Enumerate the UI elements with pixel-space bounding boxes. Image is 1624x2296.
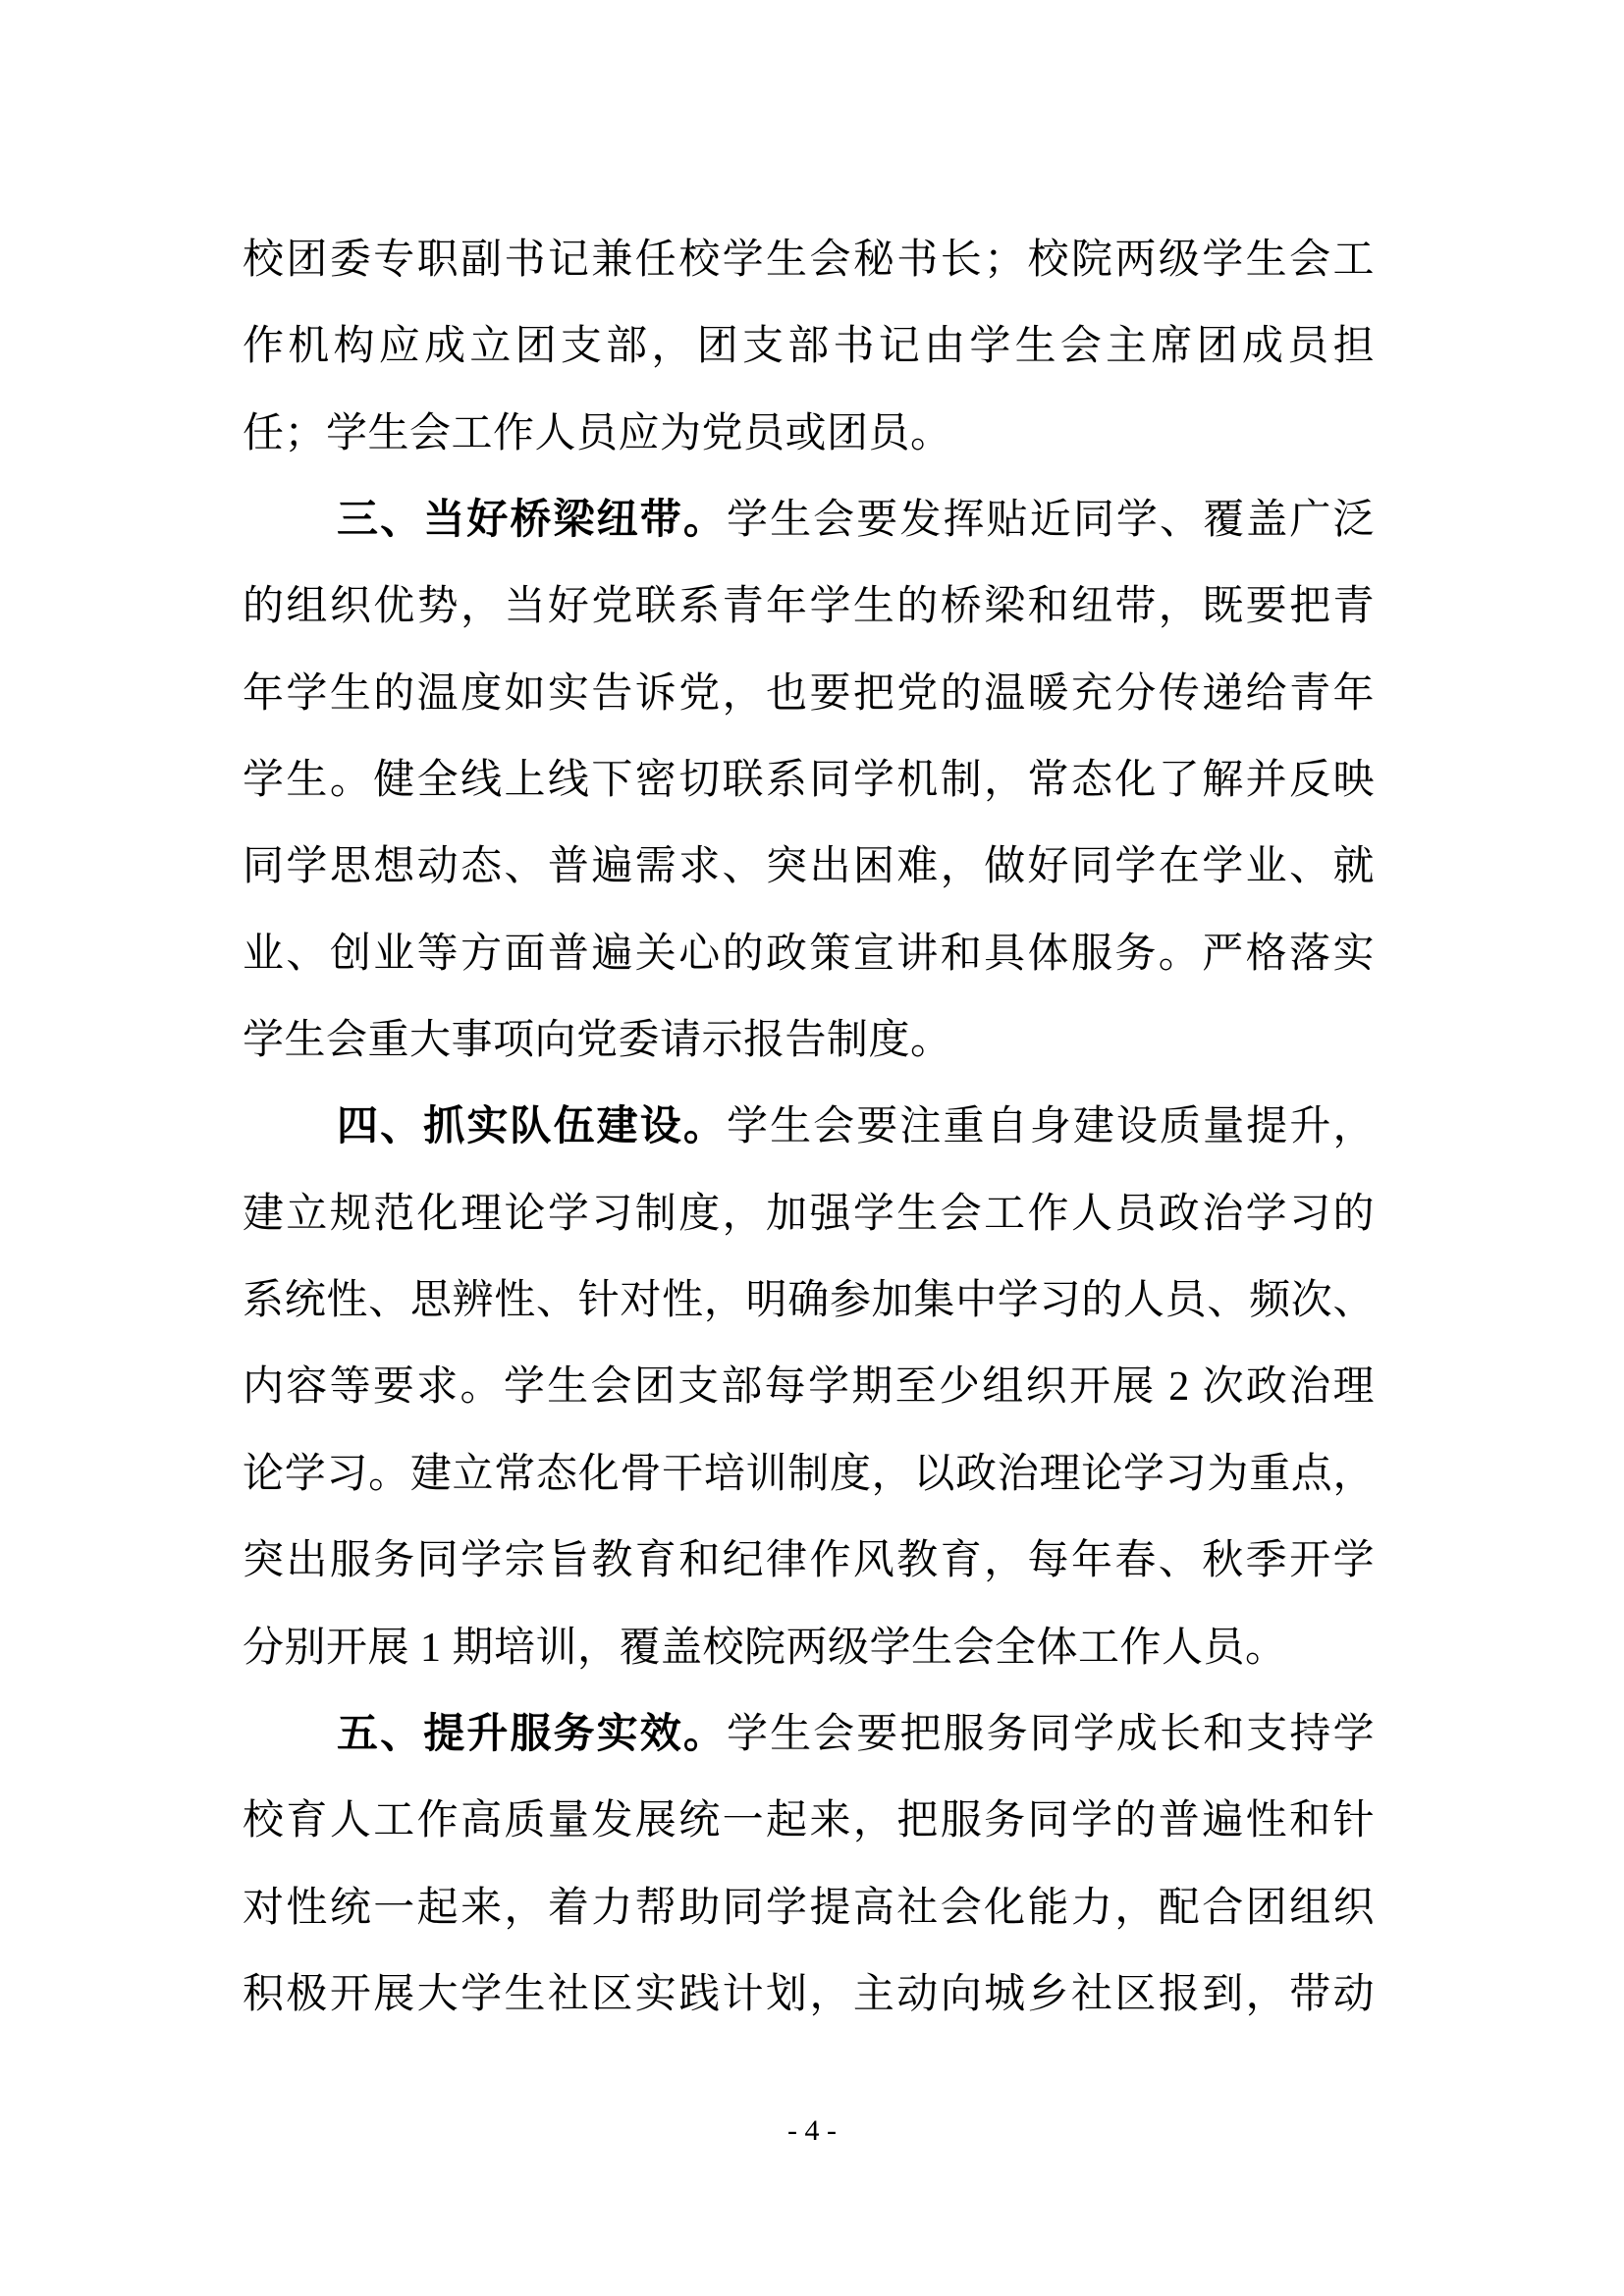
section-heading-4: 四、抓实队伍建设。 — [337, 1104, 727, 1150]
text-line — [243, 1605, 1375, 1691]
text-run: 对性统一起来，着力帮助同学提高社会化能力，配合团组织 — [243, 1885, 1375, 1931]
text-line — [243, 217, 1375, 303]
text-run: 任；学生会工作人员应为党员或团员。 — [243, 410, 952, 456]
text-line — [243, 997, 1375, 1084]
text-run: 学生会要注重自身建设质量提升， — [726, 1104, 1375, 1150]
text-run: 学生会要把服务同学成长和支持学 — [726, 1711, 1375, 1757]
text-line — [243, 1257, 1375, 1344]
text-run: 学生会重大事项向党委请示报告制度。 — [243, 1018, 952, 1064]
section-heading-5: 五、提升服务实效。 — [337, 1711, 727, 1757]
text-line — [243, 1518, 1375, 1604]
text-run: 突出服务同学宗旨教育和纪律作风教育，每年春、秋季开学 — [243, 1538, 1375, 1584]
text-run: 学生会要发挥贴近同学、覆盖广泛 — [726, 498, 1375, 544]
text-run: 论学习。建立常态化骨干培训制度，以政治理论学习为重点， — [243, 1451, 1375, 1497]
text-run: 年学生的温度如实告诉党，也要把党的温暖充分传递给青年 — [243, 670, 1375, 717]
text-line — [243, 1951, 1375, 2038]
text-line — [243, 824, 1375, 910]
document-text-block — [243, 217, 1375, 2038]
text-run: 校育人工作高质量发展统一起来，把服务同学的普遍性和针 — [243, 1798, 1375, 1844]
text-line — [243, 1691, 1375, 1778]
text-line — [243, 1171, 1375, 1257]
text-line — [243, 1778, 1375, 1864]
text-run: 积极开展大学生社区实践计划，主动向城乡社区报到，带动 — [243, 1971, 1375, 2017]
text-line — [243, 1344, 1375, 1430]
text-line — [243, 391, 1375, 477]
text-line — [243, 651, 1375, 737]
text-line — [243, 563, 1375, 650]
text-run: 校团委专职副书记兼任校学生会秘书长；校院两级学生会工 — [243, 238, 1375, 283]
text-line — [243, 477, 1375, 563]
section-heading-3: 三、当好桥梁纽带。 — [337, 498, 727, 544]
page-number: - 4 - — [787, 2114, 837, 2147]
text-line — [243, 911, 1375, 997]
page-footer — [0, 2110, 1624, 2152]
text-line — [243, 1084, 1375, 1170]
text-line — [243, 1865, 1375, 1951]
text-run: 系统性、思辨性、针对性，明确参加集中学习的人员、频次、 — [243, 1278, 1375, 1324]
text-run: 内容等要求。学生会团支部每学期至少组织开展 2 次政治理 — [243, 1364, 1375, 1411]
text-run: 分别开展 1 期培训，覆盖校院两级学生会全体工作人员。 — [243, 1625, 1287, 1671]
text-run: 的组织优势，当好党联系青年学生的桥梁和纽带，既要把青 — [243, 584, 1375, 630]
text-line — [243, 737, 1375, 824]
text-run: 建立规范化理论学习制度，加强学生会工作人员政治学习的 — [243, 1191, 1375, 1237]
text-line — [243, 1431, 1375, 1518]
text-run: 业、创业等方面普遍关心的政策宣讲和具体服务。严格落实 — [243, 931, 1375, 977]
text-run: 同学思想动态、普遍需求、突出困难，做好同学在学业、就 — [243, 844, 1375, 890]
text-line — [243, 303, 1375, 390]
text-run: 作机构应成立团支部，团支部书记由学生会主席团成员担 — [243, 324, 1375, 370]
text-run: 学生。健全线上线下密切联系同学机制，常态化了解并反映 — [243, 758, 1375, 804]
